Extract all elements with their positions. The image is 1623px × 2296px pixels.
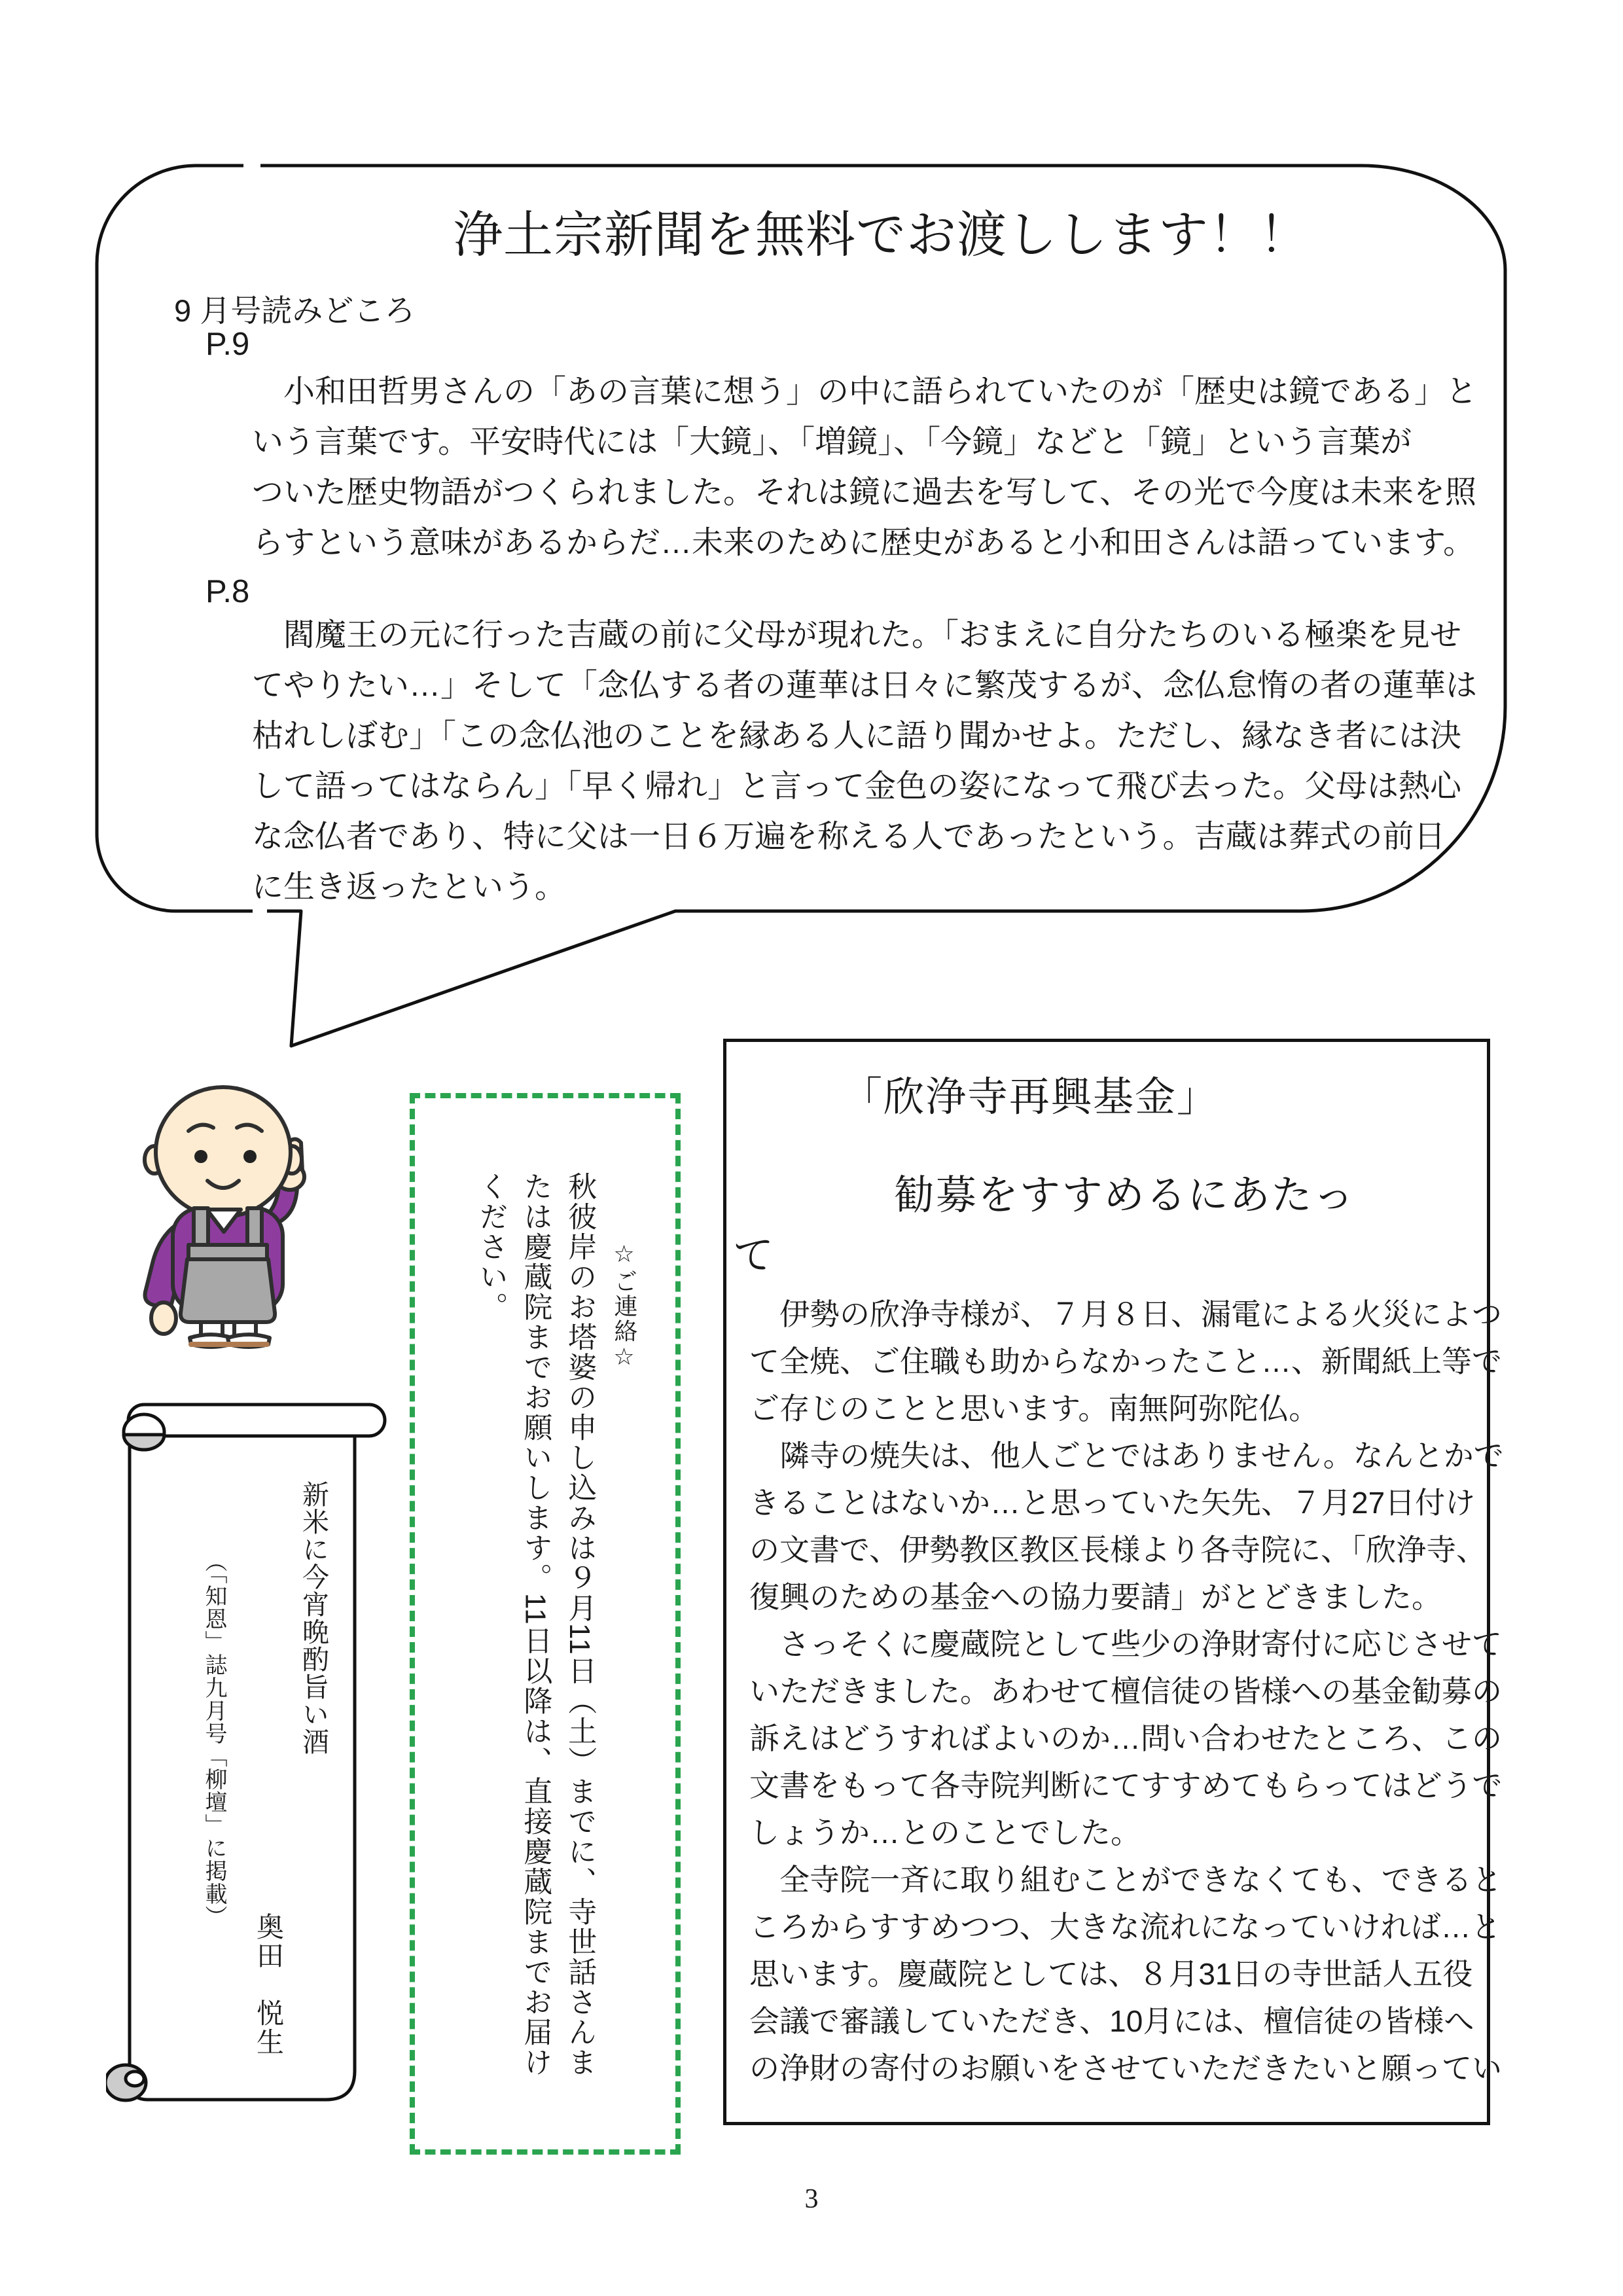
scroll-illustration — [106, 1399, 394, 2195]
text-line: に生き返ったという。 — [252, 870, 567, 905]
monk-head — [156, 1087, 291, 1217]
text-line: 閻魔王の元に行った吉蔵の前に父母が現れた。「おまえに自分たちのいる極楽を見せ — [252, 618, 1462, 653]
scroll-bottom-curl — [106, 2065, 146, 2100]
contact-box-content — [415, 1098, 675, 2149]
text-line: の文書で、伊勢教区教区長様より各寺院に、「欣浄寺、 — [749, 1533, 1487, 1567]
scroll-source: （「知恩」誌九月号「柳壇」に掲載） — [202, 1550, 226, 1928]
monk-eye — [194, 1150, 207, 1163]
text-line: て全焼、ご住職も助からなかったこと…、新聞紙上等で — [749, 1344, 1502, 1378]
bubble-title: 浄土宗新聞を無料でお渡しします！！ — [453, 207, 1310, 263]
fund-box-title-line1: 「欣浄寺再興基金」 — [842, 1075, 1219, 1120]
fund-box-body — [749, 1291, 1504, 2092]
monk-eye — [243, 1150, 257, 1163]
scroll-author: 奥田 悦生 — [253, 1912, 284, 2056]
text-line: ころからすすめつつ、大きな流れになっていければ…と — [749, 1910, 1501, 1944]
text-line: 復興のための基金への協力要請」がとどきました。 — [749, 1580, 1442, 1614]
text-line: 訴えはどうすればよいのか…問い合わせたところ、この — [749, 1721, 1502, 1755]
text-line: の浄財の寄付のお願いをさせていただきたいと願ってい — [749, 2051, 1502, 2085]
contact-box-header: ☆ご連絡☆ — [611, 1241, 638, 1372]
section-label: 9 月号読みどころ — [174, 293, 416, 328]
text-line: しょうか…とのことでした。 — [749, 1816, 1141, 1850]
text-line: 思います。慶蔵院としては、８月31日の寺世話人五役 — [749, 1957, 1473, 1991]
text-line: な念仏者であり、特に父は一日６万遍を称える人であったという。吉蔵は葬式の前日 — [252, 819, 1446, 854]
text-line: さっそくに慶蔵院として些少の浄財寄付に応じさせて — [749, 1627, 1502, 1661]
text-line: てやりたい…」そして「念仏する者の蓮華は日々に繁茂するが、念仏怠惰の者の蓮華は — [252, 668, 1478, 703]
text-line: いただきました。あわせて檀信徒の皆様への基金勧募の — [749, 1674, 1502, 1708]
text-line: きることはないか…と思っていた矢先、７月27日付け — [749, 1486, 1476, 1520]
outline-gap — [243, 160, 260, 171]
monk-mascot-illustration — [124, 1079, 347, 1354]
text-line: 文書をもって各寺院判断にてすすめてもらってはどうで — [749, 1768, 1503, 1803]
contact-box — [410, 1093, 681, 2155]
contact-column-3: ください。 — [474, 1172, 507, 1322]
contact-column-1: 秋彼岸のお塔婆の申し込みは９月11日（土）までに、寺世話さんま — [563, 1172, 596, 2077]
text-line: 小和田哲男さんの「あの言葉に想う」の中に語られていたのが「歴史は鏡である」と — [252, 374, 1478, 409]
text-line: 全寺院一斉に取り組むことができなくても、できると — [749, 1863, 1502, 1897]
monk-left-hand — [151, 1302, 176, 1334]
text-line: 隣寺の焼失は、他人ごとではありません。なんとかで — [749, 1439, 1504, 1473]
text-line: 伊勢の欣浄寺様が、７月８日、漏電による火災によつ — [749, 1297, 1502, 1331]
scroll-poem: 新米に今宵晩酌旨い酒 — [298, 1480, 329, 1755]
text-line: 会議で審議していただき、10月には、檀信徒の皆様へ — [749, 2004, 1474, 2038]
monk-sandals — [190, 1335, 270, 1347]
scroll-roller — [128, 1405, 385, 1436]
fund-box-title-line2: 勧募をすすめるにあたっ — [894, 1173, 1355, 1218]
text-line: ついた歴史物語がつくられました。それは鏡に過去を写して、その光で今度は未来を照 — [252, 475, 1477, 510]
p8-label: P.8 — [205, 574, 250, 609]
fund-box-title-line3: て — [733, 1233, 776, 1278]
text-line: いう言葉です。平安時代には「大鏡」、「増鏡」、「今鏡」などと「鏡」という言葉が — [252, 425, 1412, 459]
scroll-top-curl — [124, 1414, 164, 1450]
p9-paragraph — [252, 367, 1477, 568]
p8-paragraph — [252, 610, 1477, 912]
contact-column-2: たは慶蔵院までお願いします。11日以降は、直接慶蔵院までお届け — [519, 1172, 552, 2077]
text-line: 枯れしぼむ」「この念仏池のことを縁ある人に語り聞かせよ。ただし、縁なき者には決 — [252, 719, 1462, 753]
text-line: して語ってはならん」「早く帰れ」と言って金色の姿になって飛び去った。父母は熱心 — [252, 769, 1462, 804]
text-line: らすという意味があるからだ…未来のために歴史があると小和田さんは語っています。 — [252, 526, 1475, 560]
p9-label: P.9 — [205, 327, 250, 362]
speech-bubble-outline — [92, 147, 1531, 1064]
page-number: 3 — [804, 2184, 819, 2214]
text-line: ご存じのことと思います。南無阿弥陀仏。 — [749, 1391, 1319, 1426]
